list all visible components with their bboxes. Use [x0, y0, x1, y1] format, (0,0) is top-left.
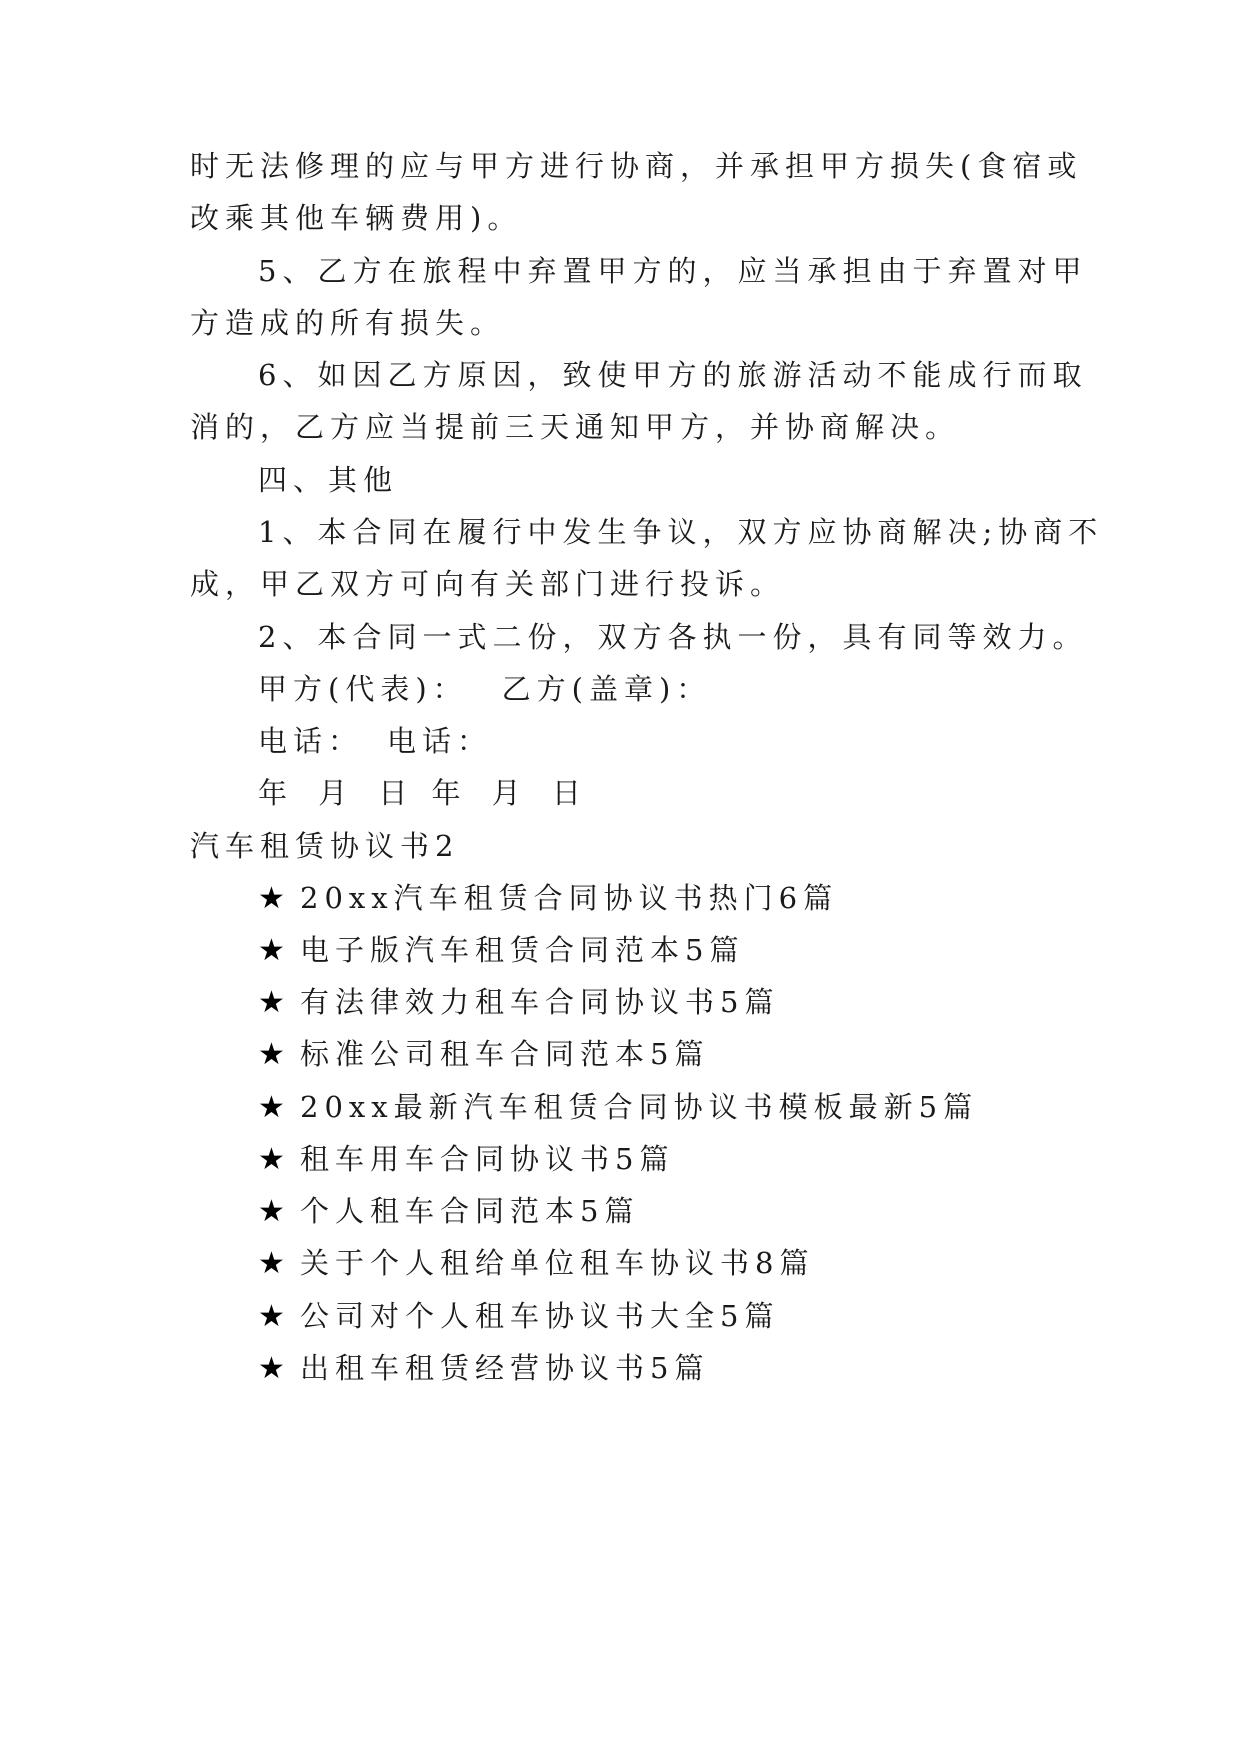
related-link-text[interactable]: 20xx汽车租赁合同协议书热门6篇 — [300, 881, 839, 915]
related-link-item[interactable] — [258, 878, 838, 919]
phone-b-label: 电话： — [387, 724, 493, 758]
section-title: 汽车租赁协议书2 — [190, 829, 460, 863]
related-link-text[interactable]: 个人租车合同范本5篇 — [300, 1194, 640, 1228]
related-link-text[interactable]: 公司对个人租车协议书大全5篇 — [300, 1299, 780, 1333]
signature-party-row — [258, 669, 711, 709]
paragraph-line: 时无法修理的应与甲方进行协商，并承担甲方损失(食宿或 — [190, 149, 1083, 183]
star-icon: ★ — [258, 1142, 285, 1177]
star-icon: ★ — [258, 1037, 285, 1072]
signature-phone-row — [258, 721, 492, 761]
related-link-item[interactable] — [258, 1243, 814, 1284]
related-link-text[interactable]: 租车用车合同协议书5篇 — [300, 1142, 675, 1176]
clause-2: 2、本合同一式二份，双方各执一份，具有同等效力。 — [258, 620, 1088, 654]
related-link-text[interactable]: 标准公司租车合同范本5篇 — [300, 1037, 710, 1071]
star-icon: ★ — [258, 1299, 285, 1334]
clause-6: 6、如因乙方原因，致使甲方的旅游活动不能成行而取 — [258, 358, 1088, 392]
related-link-text[interactable]: 20xx最新汽车租赁合同协议书模板最新5篇 — [300, 1090, 979, 1124]
star-icon: ★ — [258, 985, 285, 1020]
party-b-label: 乙方(盖章)： — [501, 672, 712, 706]
star-icon: ★ — [258, 933, 285, 968]
section-heading-other: 四、其他 — [258, 463, 399, 497]
related-link-item[interactable] — [258, 930, 744, 971]
date-a-label: 年 月 日 — [258, 776, 414, 810]
date-b-label: 年 月 日 — [431, 776, 587, 810]
related-link-item[interactable] — [258, 1087, 978, 1128]
paragraph-line: 成，甲乙双方可向有关部门进行投诉。 — [190, 567, 786, 601]
star-icon: ★ — [258, 1246, 285, 1281]
paragraph-line: 消的，乙方应当提前三天通知甲方，并协商解决。 — [190, 410, 961, 444]
related-link-text[interactable]: 关于个人租给单位租车协议书8篇 — [300, 1246, 815, 1280]
paragraph-line: 改乘其他车辆费用)。 — [190, 201, 523, 235]
related-link-text[interactable]: 出租车租赁经营协议书5篇 — [300, 1351, 710, 1385]
clause-1: 1、本合同在履行中发生争议，双方应协商解决;协商不 — [258, 515, 1104, 549]
related-link-item[interactable] — [258, 1348, 709, 1389]
clause-5: 5、乙方在旅程中弃置甲方的，应当承担由于弃置对甲 — [258, 254, 1088, 288]
star-icon: ★ — [258, 1351, 285, 1386]
related-link-item[interactable] — [258, 982, 779, 1023]
related-link-item[interactable] — [258, 1139, 674, 1180]
related-link-text[interactable]: 有法律效力租车合同协议书5篇 — [300, 985, 780, 1019]
related-link-text[interactable]: 电子版汽车租赁合同范本5篇 — [300, 933, 745, 967]
phone-a-label: 电话： — [258, 724, 364, 758]
paragraph-line: 方造成的所有损失。 — [190, 306, 506, 340]
signature-date-row — [258, 773, 587, 813]
star-icon: ★ — [258, 881, 285, 916]
related-link-item[interactable] — [258, 1296, 779, 1337]
related-link-item[interactable] — [258, 1034, 709, 1075]
star-icon: ★ — [258, 1194, 285, 1229]
party-a-label: 甲方(代表)： — [258, 672, 468, 706]
related-link-item[interactable] — [258, 1191, 639, 1232]
star-icon: ★ — [258, 1090, 285, 1125]
